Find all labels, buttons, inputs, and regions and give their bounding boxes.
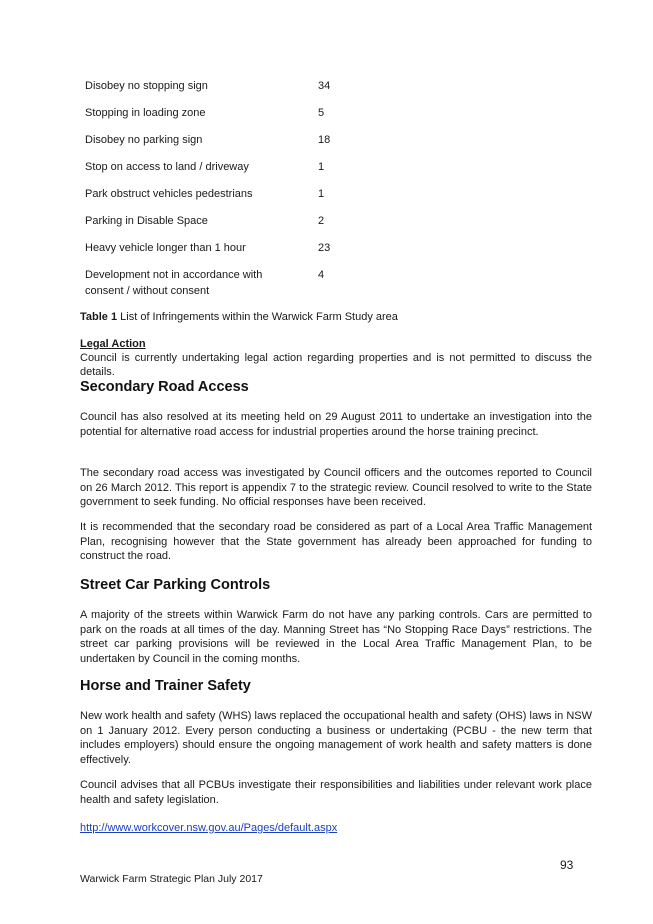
infringement-count: 5 bbox=[318, 107, 325, 119]
footer-text: Warwick Farm Strategic Plan July 2017 bbox=[80, 873, 263, 885]
infringement-count: 1 bbox=[318, 161, 325, 173]
infringement-type: Disobey no parking sign bbox=[85, 134, 203, 146]
infringement-count: 34 bbox=[318, 80, 331, 92]
street-parking-heading: Street Car Parking Controls bbox=[80, 577, 271, 593]
workcover-link[interactable]: http://www.workcover.nsw.gov.au/Pages/default.aspx bbox=[80, 822, 338, 834]
horse-safety-heading: Horse and Trainer Safety bbox=[80, 678, 251, 694]
infringement-type: Stopping in loading zone bbox=[85, 107, 206, 119]
secondary-road-paragraph-3: It is recommended that the secondary road be considered as part of a Local Area Traffic Management Plan, recognising however that the State government has already been approached for funding to construct the road. bbox=[80, 521, 592, 562]
street-parking-paragraph: A majority of the streets within Warwick Farm do not have any parking controls. Cars are permitted to park on the roads at all times of the day. Manning Street has “No Stopping Race Days” restrictions. The street car parking provisions will be reviewed in the Local Area Traffic Management Plan, to be undertaken by Council in the coming months. bbox=[80, 609, 592, 665]
infringement-type: Development not in accordance with consent / without consent bbox=[85, 269, 263, 297]
legal-action-body: Council is currently undertaking legal action regarding properties and is not permitted to discuss the details. bbox=[80, 352, 592, 378]
infringement-type: Stop on access to land / driveway bbox=[85, 161, 249, 173]
horse-safety-paragraph-2: Council advises that all PCBUs investigate their responsibilities and liabilities under relevant work place health and safety legislation. bbox=[80, 779, 592, 806]
table-caption bbox=[80, 311, 398, 323]
infringement-type: Disobey no stopping sign bbox=[85, 80, 208, 92]
infringement-count: 2 bbox=[318, 215, 325, 227]
infringement-count: 23 bbox=[318, 242, 331, 254]
secondary-road-paragraph-1: Council has also resolved at its meeting held on 29 August 2011 to undertake an investigation into the potential for alternative road access for industrial properties around the horse training precinct. bbox=[80, 411, 592, 438]
secondary-road-paragraph-2: The secondary road access was investigated by Council officers and the outcomes reported to Council on 26 March 2012. This report is appendix 7 to the strategic review. Council resolved to write to the State government to seek funding. No official responses have been received. bbox=[80, 467, 592, 508]
infringement-type: Heavy vehicle longer than 1 hour bbox=[85, 242, 246, 254]
legal-action-heading: Legal Action bbox=[80, 338, 146, 350]
infringement-type: Park obstruct vehicles pedestrians bbox=[85, 188, 253, 200]
horse-safety-paragraph-1: New work health and safety (WHS) laws replaced the occupational health and safety (OHS) laws in NSW on 1 January 2012. Every person conducting a business or undertaking (PCBU - the new term that includes employers) should ensure the ongoing management of work health and safety matters is done effectively. bbox=[80, 710, 592, 766]
table-caption-label: Table 1 bbox=[80, 311, 118, 323]
infringement-count: 18 bbox=[318, 134, 331, 146]
infringement-type: Parking in Disable Space bbox=[85, 215, 208, 227]
infringement-count: 4 bbox=[318, 269, 325, 281]
infringement-count: 1 bbox=[318, 188, 325, 200]
page-number: 93 bbox=[560, 858, 574, 872]
table-caption-text: List of Infringements within the Warwick Farm Study area bbox=[117, 311, 398, 323]
secondary-road-heading: Secondary Road Access bbox=[80, 379, 249, 395]
